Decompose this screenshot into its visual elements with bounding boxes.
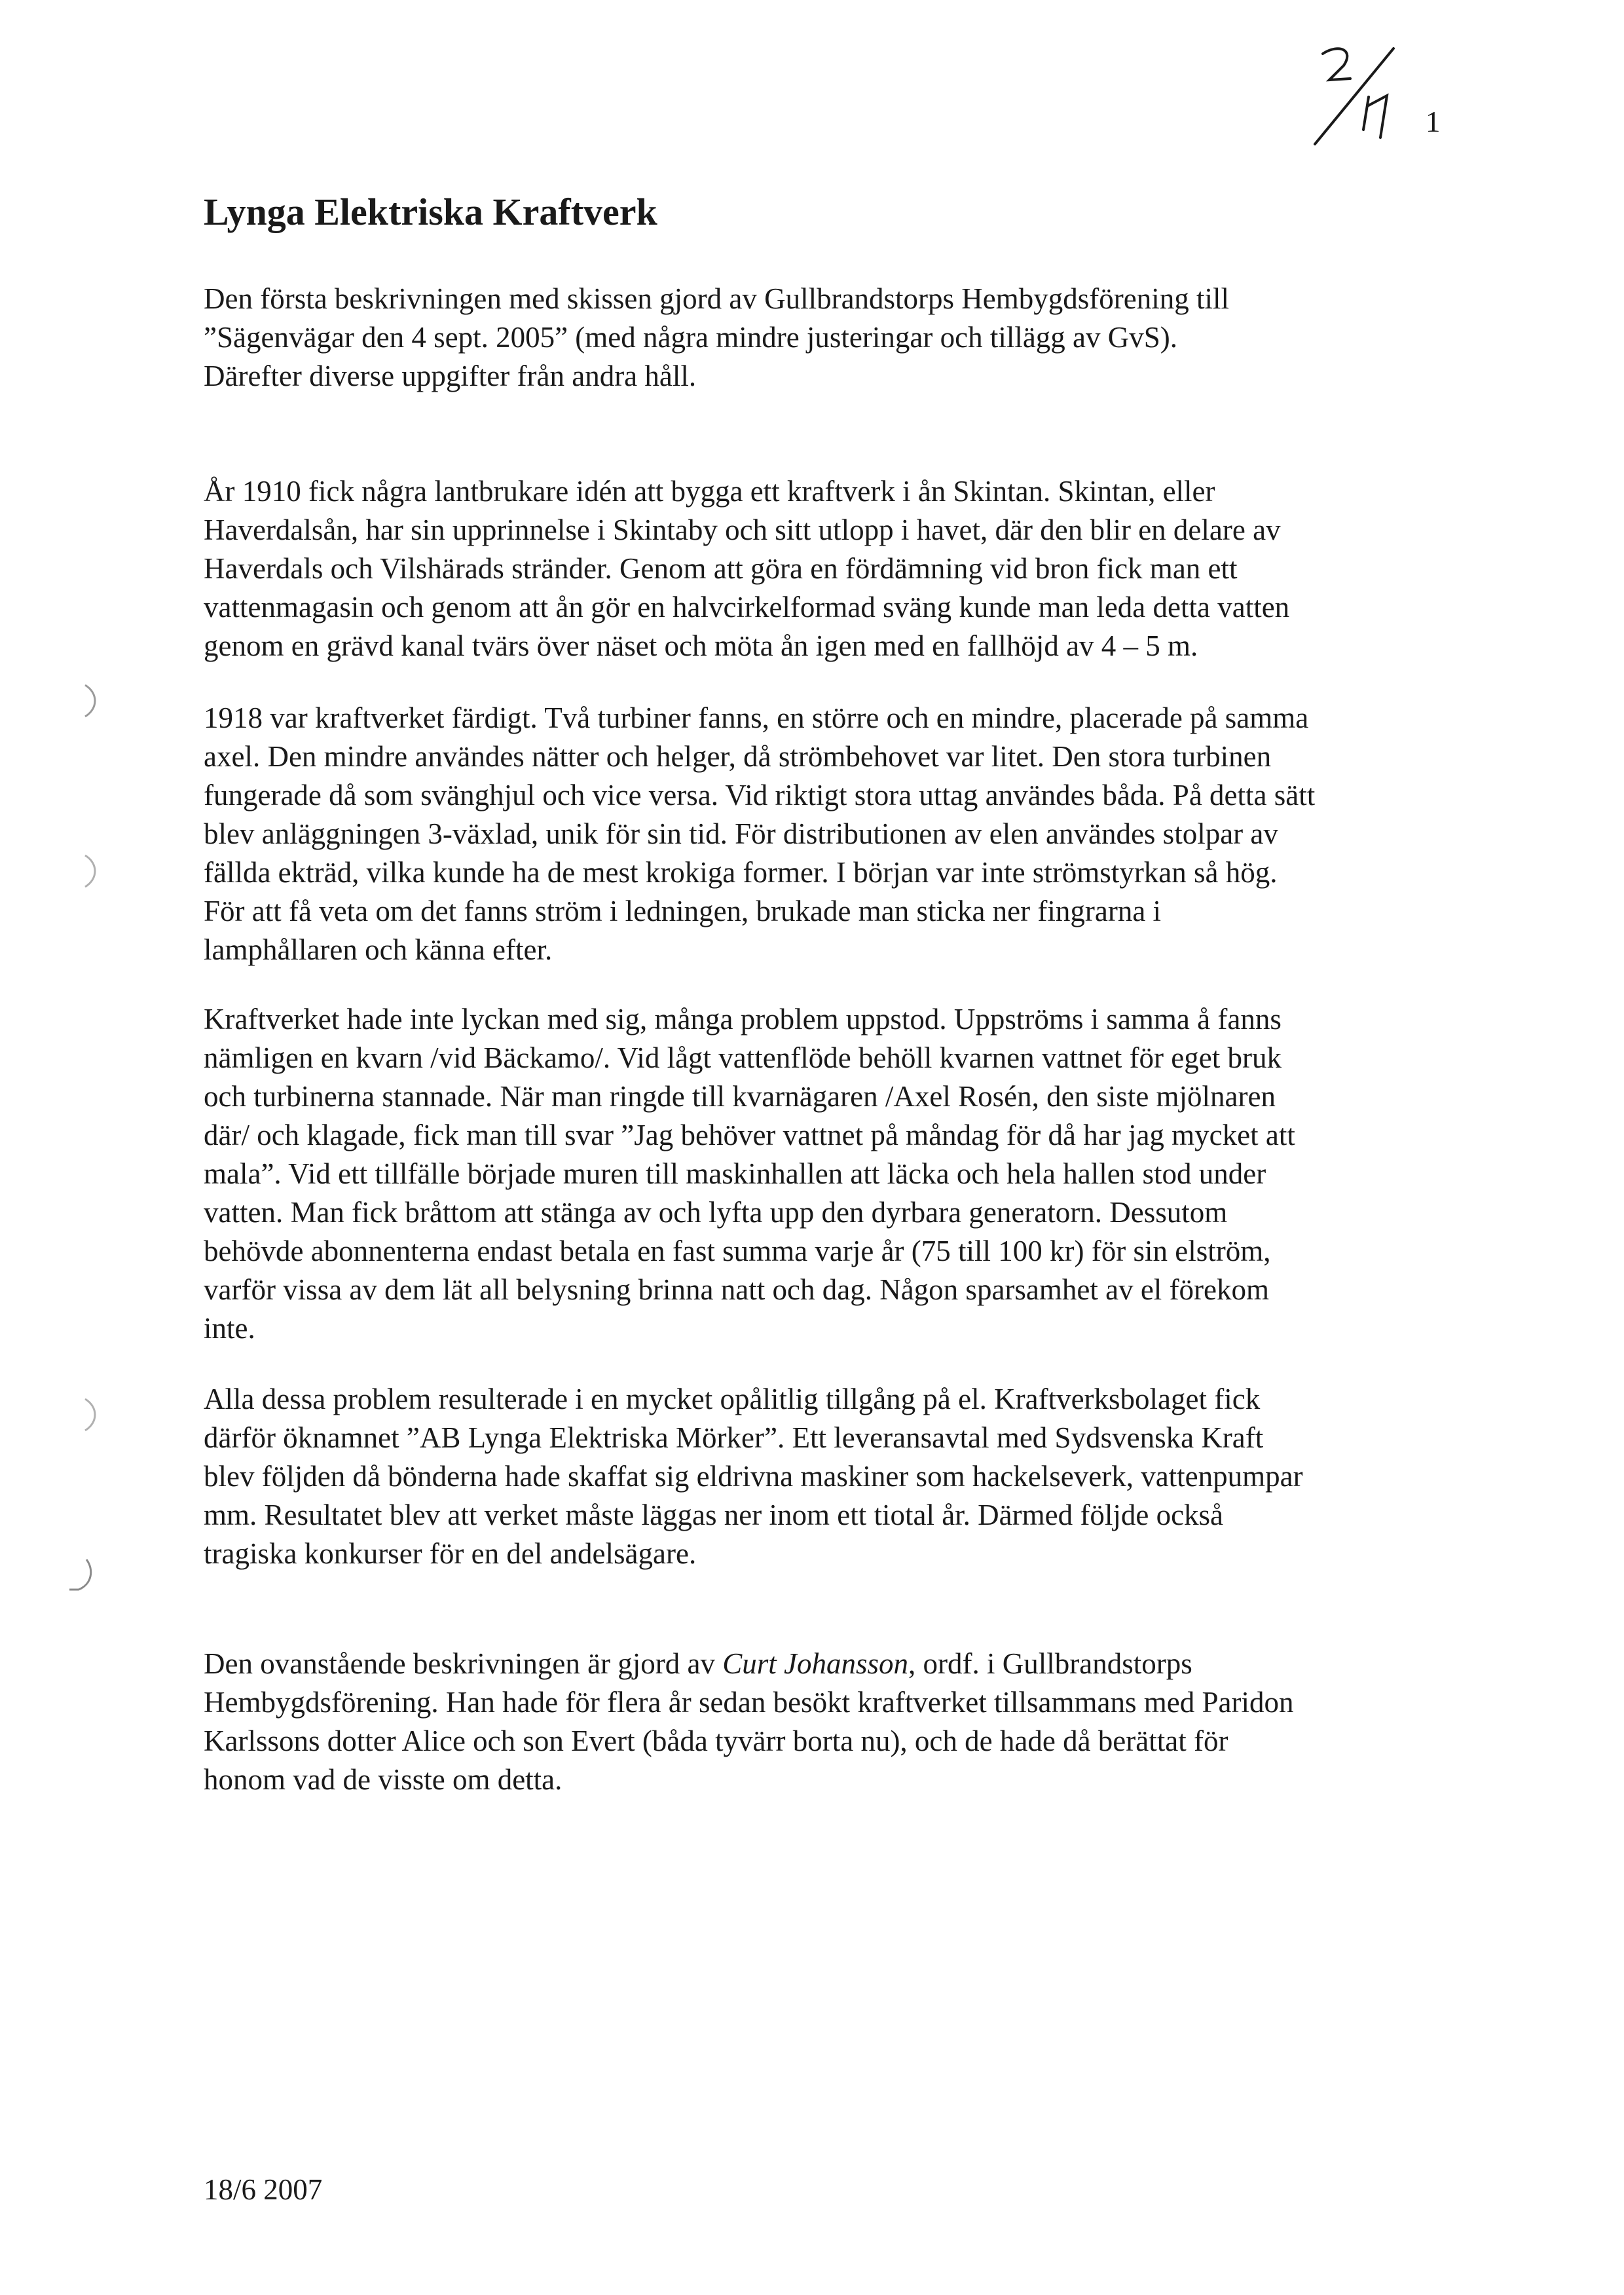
text-line: mm. Resultatet blev att verket måste läggas ner inom ett tiotal år. Därmed följde också xyxy=(204,1499,1224,1531)
text-line: 1918 var kraftverket färdigt. Två turbiner fanns, en större och en mindre, placerade på samma xyxy=(204,701,1309,734)
text-line: Hembygdsförening. Han hade för flera år sedan besökt kraftverket tillsammans med Paridon xyxy=(204,1686,1294,1719)
text-line: genom en grävd kanal tvärs över näset och möta ån igen med en fallhöjd av 4 – 5 m. xyxy=(204,629,1198,662)
footer-date: 18/6 2007 xyxy=(204,2173,323,2206)
text-line: där/ och klagade, fick man till svar ”Jag behöver vattnet på måndag för då har jag mycket att xyxy=(204,1119,1295,1151)
text-line: Haverdalsån, har sin upprinnelse i Skintaby och sitt utlopp i havet, där den blir en delare av xyxy=(204,513,1281,546)
page-number: 1 xyxy=(1426,105,1441,138)
text-line: ”Sägenvägar den 4 sept. 2005” (med några mindre justeringar och tillägg av GvS). xyxy=(204,321,1178,354)
margin-mark xyxy=(65,1556,98,1595)
credit-text: Den ovanstående beskrivningen är gjord av xyxy=(204,1647,723,1680)
text-line: Den första beskrivningen med skissen gjord av Gullbrandstorps Hembygdsförening till xyxy=(204,282,1229,315)
text-line: mala”. Vid ett tillfälle började muren till maskinhallen att läcka och hela hallen stod under xyxy=(204,1157,1266,1190)
text-line: behövde abonnenterna endast betala en fast summa varje år (75 till 100 kr) för sin elström, xyxy=(204,1235,1271,1267)
text-line: vattenmagasin och genom att ån gör en halvcirkelformad sväng kunde man leda detta vatten xyxy=(204,591,1290,624)
text-line: Karlssons dotter Alice och son Evert (båda tyvärr borta nu), och de hade då berättat för xyxy=(204,1725,1228,1757)
author-name: Curt Johansson xyxy=(722,1647,909,1680)
text-line: varför vissa av dem lät all belysning brinna natt och dag. Någon sparsamhet av el förekom xyxy=(204,1273,1270,1306)
text-line: blev anläggningen 3-växlad, unik för sin tid. För distributionen av elen användes stolpar av xyxy=(204,817,1278,850)
credit-text: , ordf. i Gullbrandstorps xyxy=(908,1647,1192,1680)
text-line: Haverdals och Vilshärads stränder. Genom att göra en fördämning vid bron fick man ett xyxy=(204,552,1238,585)
text-line: och turbinerna stannade. När man ringde till kvarnägaren /Axel Rosén, den siste mjölnaren xyxy=(204,1080,1276,1113)
text-line: fällda ekträd, vilka kunde ha de mest krokiga former. I början var inte strömstyrkan så hög. xyxy=(204,856,1278,889)
text-line: därför öknamnet ”AB Lynga Elektriska Mörker”. Ett leveransavtal med Sydsvenska Kraft xyxy=(204,1421,1264,1454)
text-line: axel. Den mindre användes nätter och helger, då strömbehovet var litet. Den stora turbinen xyxy=(204,740,1272,773)
text-line: fungerade då som svänghjul och vice versa. Vid riktigt stora uttag användes båda. På detta sätt xyxy=(204,779,1316,812)
text-line: blev följden då bönderna hade skaffat sig eldrivna maskiner som hackelseverk, vattenpumpar xyxy=(204,1460,1303,1493)
text-line: honom vad de visste om detta. xyxy=(204,1763,563,1796)
text-line: lamphållaren och känna efter. xyxy=(204,933,553,966)
text-line: inte. xyxy=(204,1312,255,1345)
text-line xyxy=(204,1645,1192,1682)
text-line: Alla dessa problem resulterade i en mycket opålitlig tillgång på el. Kraftverksbolaget fick xyxy=(204,1383,1261,1415)
text-line: Kraftverket hade inte lyckan med sig, många problem uppstod. Uppströms i samma å fanns xyxy=(204,1003,1282,1036)
text-line: vatten. Man fick bråttom att stänga av och lyfta upp den dyrbara generatorn. Dessutom xyxy=(204,1196,1228,1229)
handwritten-note xyxy=(1303,39,1421,151)
text-line: tragiska konkurser för en del andelsägare. xyxy=(204,1537,697,1570)
margin-mark xyxy=(79,851,105,891)
text-line: Därefter diverse uppgifter från andra håll. xyxy=(204,360,697,392)
text-line: År 1910 fick några lantbrukare idén att bygga ett kraftverk i ån Skintan. Skintan, eller xyxy=(204,475,1215,508)
margin-mark xyxy=(79,1395,105,1434)
margin-mark xyxy=(79,681,105,720)
page-title: Lynga Elektriska Kraftverk xyxy=(204,191,657,233)
text-line: För att få veta om det fanns ström i ledningen, brukade man sticka ner fingrarna i xyxy=(204,895,1162,927)
text-line: nämligen en kvarn /vid Bäckamo/. Vid lågt vattenflöde behöll kvarnen vattnet för eget bruk xyxy=(204,1041,1282,1074)
